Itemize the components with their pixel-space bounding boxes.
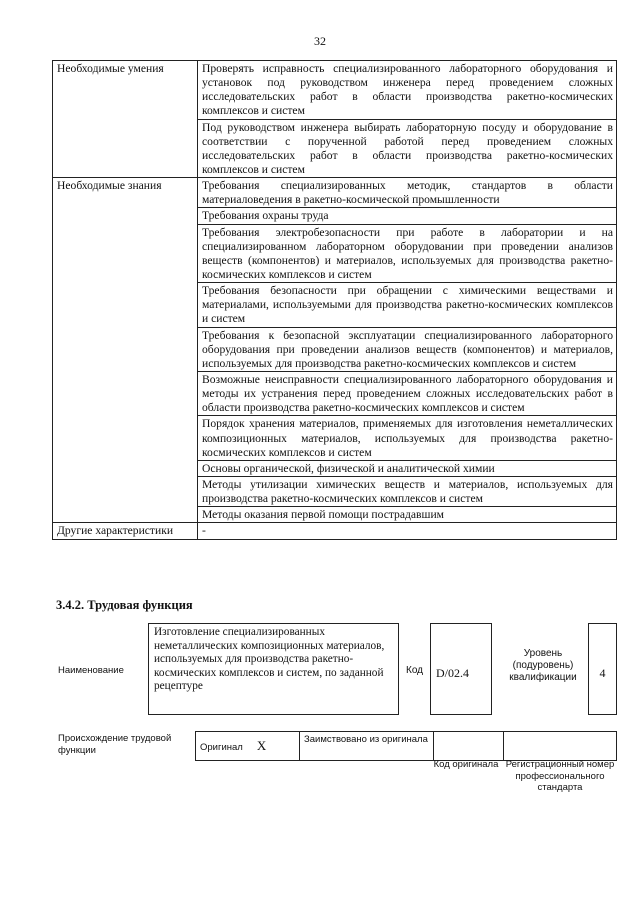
function-name-value: Изготовление специализированных неметаллических композиционных материалов, используемых для производства ракетно-космических комплексов и систем, по заданной рецептуре bbox=[148, 623, 399, 715]
requirement-item: Возможные неисправности специализированного лабораторного оборудования и методы их устранения перед проведением сложных исследовательских работ в области производства ракетно-космических комплексов и систем bbox=[198, 371, 617, 415]
origin-original-cell bbox=[196, 732, 300, 761]
requirement-item: Методы оказания первой помощи пострадавшим bbox=[198, 507, 617, 523]
requirement-group-label: Необходимые умения bbox=[53, 61, 198, 178]
section-title: 3.4.2. Трудовая функция bbox=[56, 598, 193, 612]
original-mark: X bbox=[256, 738, 267, 753]
requirement-item: Основы органической, физической и аналитической химии bbox=[198, 460, 617, 476]
requirement-item: Под руководством инженера выбирать лабораторную посуду и оборудование в соответствии с порученной работой перед проведением сложных исследовательских работ в области производства ракетно-космических комплексов и систем bbox=[198, 119, 617, 178]
original-label: Оригинал bbox=[200, 742, 243, 753]
level-label: Уровень (подуровень) квалификации bbox=[509, 648, 577, 684]
requirement-item: Требования к безопасной эксплуатации специализированного лабораторного оборудования при проведении анализов веществ (компонентов) и материалов, используемых для производства ракетно-космических комплексов и систем bbox=[198, 327, 617, 371]
requirements-table bbox=[52, 60, 617, 540]
code-value: D/02.4 bbox=[430, 623, 492, 715]
requirement-group-label: Другие характеристики bbox=[53, 523, 198, 539]
code-label: Код bbox=[406, 665, 424, 676]
requirement-item: - bbox=[198, 523, 617, 539]
requirement-group-label: Необходимые знания bbox=[53, 178, 198, 523]
origin-table bbox=[195, 731, 617, 761]
requirement-item: Требования охраны труда bbox=[198, 208, 617, 224]
requirement-item: Требования специализированных методик, стандартов в области материаловедения в ракетно-космической промышленности bbox=[198, 178, 617, 208]
origin-label: Происхождение трудовой функции bbox=[58, 733, 172, 756]
borrowed-label: Заимствовано из оригинала bbox=[300, 732, 434, 761]
reg-number-label: Регистрационный номер профессионального стандарта bbox=[505, 759, 615, 794]
level-value: 4 bbox=[588, 623, 617, 715]
code-original-cell bbox=[434, 732, 504, 761]
page-number: 32 bbox=[314, 34, 326, 48]
requirement-item: Требования электробезопасности при работе в лаборатории и на специализированном лабораторном оборудовании при проведении анализов веществ (компонентов) и материалов, используемых для производства ракетно-космических комплексов и систем bbox=[198, 224, 617, 283]
requirement-item: Порядок хранения материалов, применяемых для изготовления неметаллических композиционных материалов, используемых для производства ракетно-космических комплексов и систем bbox=[198, 416, 617, 460]
requirement-row bbox=[53, 178, 617, 208]
requirement-item: Проверять исправность специализированного лабораторного оборудования и установок под руководством инженера перед проведением сложных исследовательских работ в области производства ракетно-космических комплексов и систем bbox=[198, 61, 617, 120]
requirement-item: Требования безопасности при обращении с химическими веществами и материалами, используемыми для производства ракетно-космических комплексов и систем bbox=[198, 283, 617, 327]
requirement-row bbox=[53, 61, 617, 120]
reg-number-cell bbox=[504, 732, 617, 761]
name-label: Наименование bbox=[58, 665, 124, 676]
requirement-row bbox=[53, 523, 617, 539]
code-original-label: Код оригинала bbox=[433, 759, 499, 770]
requirement-item: Методы утилизации химических веществ и материалов, используемых для производства ракетно-космических комплексов и систем bbox=[198, 476, 617, 506]
